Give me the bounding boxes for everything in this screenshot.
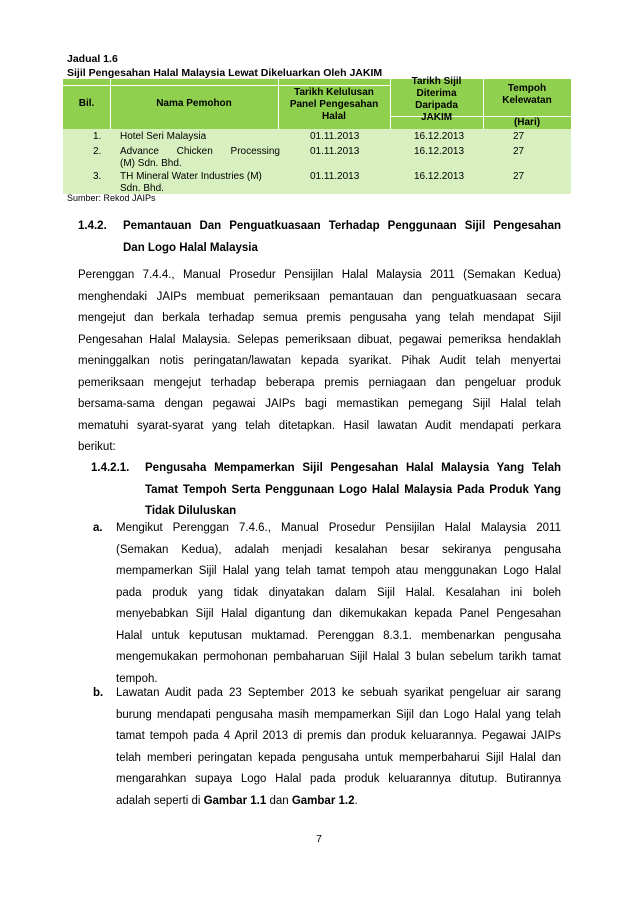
figure-reference: Gambar 1.1 bbox=[203, 794, 267, 807]
heading-line: Pengusaha Mempamerkan Sijil Pengesahan Halal Malaysia Yang Telah bbox=[145, 462, 561, 474]
cell-date-received: 16.12.2013 bbox=[414, 171, 465, 182]
header-text: Tarikh Sijil bbox=[411, 76, 462, 87]
header-tempoh bbox=[483, 83, 571, 107]
cell-date-approved: 01.11.2013 bbox=[310, 171, 360, 182]
cell-days: 27 bbox=[513, 131, 525, 142]
heading-line: Tamat Tempoh Serta Penggunaan Logo Halal Malaysia Pada Produk Yang bbox=[145, 483, 561, 496]
cell-days: 27 bbox=[513, 171, 525, 182]
paragraph-line: pemeriksaan mengejut terhadap beberapa premis perniagaan dan pengeluar produk bbox=[78, 376, 561, 389]
header-nama: Nama Pemohon bbox=[156, 98, 232, 109]
header-tarikh-kelulusan bbox=[278, 87, 390, 123]
header-text: Halal bbox=[322, 111, 346, 122]
cell-no: 1. bbox=[93, 131, 102, 142]
text-run: adalah seperti di bbox=[116, 794, 204, 807]
section-number: 1.4.2. bbox=[78, 220, 107, 232]
cell-date-approved: 01.11.2013 bbox=[310, 146, 360, 157]
heading-line: Pemantauan Dan Penguatkuasaan Terhadap Penggunaan Sijil Pengesahan bbox=[123, 220, 561, 232]
header-text: JAKIM bbox=[420, 112, 453, 123]
main-paragraph bbox=[78, 265, 561, 459]
header-text: Tempoh bbox=[507, 83, 547, 94]
header-tempoh-unit: (Hari) bbox=[513, 117, 541, 128]
approval-table bbox=[63, 76, 571, 194]
cell-date-received: 16.12.2013 bbox=[414, 146, 465, 157]
paragraph-line: Lawatan Audit pada 23 September 2013 ke sebuah syarikat pengeluar air sarang bbox=[116, 687, 561, 699]
paragraph-line: burung mendapati pengusaha masih mempamerkan Sijil dan Logo Halal yang telah bbox=[116, 708, 561, 721]
header-text: Kelewatan bbox=[502, 95, 552, 106]
paragraph-line: mengejut dan berkala terhadap semua premis pengusaha yang telah mendapat Sijil bbox=[78, 312, 561, 324]
paragraph-line: menghendaki JAIPs membuat pemeriksaan pemantauan dan penguatkuasaan secara bbox=[78, 290, 561, 303]
paragraph-line: pada produk yang tidak dinyatakan dalam Sijil Halal. Kesalahan ini boleh bbox=[116, 586, 561, 599]
heading-line: Dan Logo Halal Malaysia bbox=[123, 241, 258, 254]
figure-reference: Gambar 1.2 bbox=[291, 794, 355, 807]
paragraph-line: Mengikut Perenggan 7.4.6., Manual Prosedur Pensijilan Halal Malaysia 2011 bbox=[116, 522, 561, 534]
item-a-text bbox=[116, 518, 561, 690]
table-caption bbox=[67, 52, 382, 80]
heading-line: Tidak Diluluskan bbox=[145, 505, 237, 517]
paragraph-line: mempamerkan Sijil Halal yang telah tamat tempoh atau menggunakan Logo Halal bbox=[116, 565, 561, 577]
name-line: Advance Chicken Processing bbox=[120, 146, 280, 157]
paragraph-line: meninggalkan notis peringatan/lawatan kepada syarikat. Pihak Audit telah menyertai bbox=[78, 355, 561, 367]
paragraph-line: tamat tempoh pada 4 April 2013 di premis dan produk keluarannya. Pegawai JAIPs bbox=[116, 730, 561, 742]
table-body bbox=[63, 129, 571, 194]
page-number: 7 bbox=[316, 833, 322, 845]
cell-date-approved: 01.11.2013 bbox=[310, 131, 360, 142]
section-heading bbox=[123, 216, 561, 259]
paragraph-line: bersama-sama dengan pegawai JAIPs bagi memastikan pemegang Sijil Halal telah bbox=[78, 398, 561, 410]
cell-name bbox=[120, 171, 280, 195]
subsection-heading bbox=[145, 458, 561, 523]
text-run: . bbox=[354, 794, 358, 807]
header-text: Daripada bbox=[415, 100, 458, 111]
table-source: Sumber: Rekod JAIPs bbox=[67, 193, 156, 203]
paragraph-line: Halal untuk keputusan muktamad. Perenggan 8.3.1. membenarkan pengusaha bbox=[116, 629, 561, 642]
paragraph-line: menyebabkan Sijil Halal digantung dan dikemukakan kepada Panel Pengesahan bbox=[116, 608, 561, 620]
paragraph-line: mengarahkan supaya Logo Halal pada produk keluarannya ditutup. Butirannya bbox=[116, 773, 561, 785]
header-text: Tarikh Kelulusan bbox=[294, 87, 374, 98]
table-title: Sijil Pengesahan Halal Malaysia Lewat Dikeluarkan Oleh JAKIM bbox=[67, 67, 383, 79]
cell-no: 3. bbox=[93, 171, 102, 182]
header-tarikh-sijil bbox=[390, 76, 483, 124]
paragraph-line: tempoh. bbox=[116, 672, 158, 685]
text-run: dan bbox=[266, 794, 292, 807]
item-a-label: a. bbox=[93, 522, 103, 534]
item-b-text bbox=[116, 683, 561, 812]
cell-days: 27 bbox=[513, 146, 525, 157]
header-bil: Bil. bbox=[78, 98, 95, 109]
header-text: Panel Pengesahan bbox=[289, 99, 379, 110]
cell-name bbox=[120, 131, 280, 143]
table-number: Jadual 1.6 bbox=[67, 53, 118, 65]
name-line: TH Mineral Water Industries (M) bbox=[120, 171, 262, 182]
paragraph-line: mengemukakan permohonan pembaharuan Sijil Halal 3 bulan sebelum tarikh tamat bbox=[116, 651, 561, 663]
paragraph-line: (Semakan Kedua), adalah menjadi kesalahan besar sekiranya pengusaha bbox=[116, 543, 561, 556]
paragraph-line: Pengesahan Halal Malaysia. Selepas pemeriksaan dibuat, pegawai pemeriksa hendaklah bbox=[78, 333, 561, 346]
cell-no: 2. bbox=[93, 146, 102, 157]
table-header bbox=[63, 76, 571, 129]
paragraph-line bbox=[116, 791, 561, 813]
subsection-number: 1.4.2.1. bbox=[91, 462, 130, 474]
cell-name bbox=[120, 146, 280, 170]
item-b-label: b. bbox=[93, 687, 104, 699]
paragraph-line: telah memberi peringatan kepada pengusaha untuk memperbaharui Sijil Halal dan bbox=[116, 751, 561, 764]
name-line: Sdn. Bhd. bbox=[120, 183, 164, 194]
paragraph-line: berikut: bbox=[78, 441, 116, 453]
cell-date-received: 16.12.2013 bbox=[414, 131, 465, 142]
paragraph-line: mematuhi syarat-syarat yang telah ditetapkan. Hasil lawatan Audit mendapati perkara bbox=[78, 419, 561, 432]
name-line: (M) Sdn. Bhd. bbox=[120, 158, 182, 169]
header-text: Diterima bbox=[416, 88, 457, 99]
paragraph-line: Perenggan 7.4.4., Manual Prosedur Pensijilan Halal Malaysia 2011 (Semakan Kedua) bbox=[78, 269, 561, 281]
name-line: Hotel Seri Malaysia bbox=[120, 131, 207, 142]
